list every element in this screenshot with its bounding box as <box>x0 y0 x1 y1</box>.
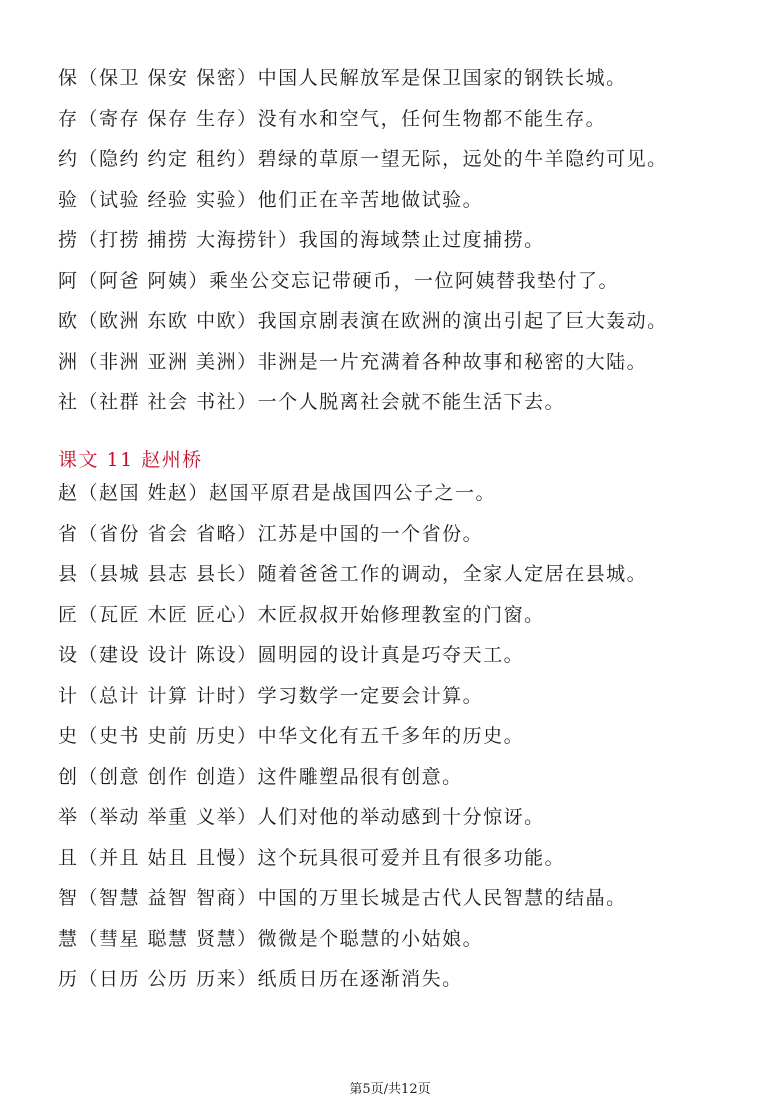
vocab-list-top <box>58 58 760 423</box>
vocab-line: 存（寄存 保存 生存）没有水和空气，任何生物都不能生存。 <box>58 107 607 130</box>
vocab-line: 约（隐约 约定 租约）碧绿的草原一望无际，远处的牛羊隐约可见。 <box>58 148 668 170</box>
vocab-line: 欧（欧洲 东欧 中欧）我国京剧表演在欧洲的演出引起了巨大轰动。 <box>58 310 668 332</box>
vocab-line: 省（省份 省会 省略）江苏是中国的一个省份。 <box>58 522 484 545</box>
vocab-line: 且（并且 姑且 且慢）这个玩具很可爱并且有很多功能。 <box>58 846 566 869</box>
vocab-line: 社（社群 社会 书社）一个人脱离社会就不能生活下去。 <box>58 391 566 413</box>
vocab-line: 智（智慧 益智 智商）中国的万里长城是古代人民智慧的结晶。 <box>58 887 627 909</box>
page-number-footer: 第5页/共12页 <box>349 1082 431 1097</box>
vocab-line: 赵（赵国 姓赵）赵国平原君是战国四公子之一。 <box>58 482 497 504</box>
section-title: 课文 11 赵州桥 <box>58 449 203 471</box>
vocab-line: 史（史书 史前 历史）中华文化有五千多年的历史。 <box>58 725 525 747</box>
vocab-line: 历（日历 公历 历来）纸质日历在逐渐消失。 <box>58 968 463 990</box>
vocab-line: 计（总计 计算 计时）学习数学一定要会计算。 <box>58 684 484 707</box>
vocab-line: 验（试验 经验 实验）他们正在辛苦地做试验。 <box>58 188 484 211</box>
vocab-line: 县（县城 县志 县长）随着爸爸工作的调动，全家人定居在县城。 <box>58 563 648 585</box>
vocab-line: 捞（打捞 捕捞 大海捞针）我国的海域禁止过度捕捞。 <box>58 229 545 251</box>
vocab-line: 保（保卫 保安 保密）中国人民解放军是保卫国家的钢铁长城。 <box>58 67 627 89</box>
vocab-line: 举（举动 举重 义举）人们对他的举动感到十分惊讶。 <box>58 806 545 828</box>
vocab-line: 阿（阿爸 阿姨）乘坐公交忘记带硬币，一位阿姨替我垫付了。 <box>58 269 620 292</box>
vocab-line: 匠（瓦匠 木匠 匠心）木匠叔叔开始修理教室的门窗。 <box>58 603 545 626</box>
vocab-line: 设（建设 设计 陈设）圆明园的设计真是巧夺天工。 <box>58 644 525 666</box>
vocab-line: 创（创意 创作 创造）这件雕塑品很有创意。 <box>58 765 463 788</box>
vocab-line: 慧（彗星 聪慧 贤慧）微微是个聪慧的小姑娘。 <box>58 927 484 950</box>
vocab-line: 洲（非洲 亚洲 美洲）非洲是一片充满着各种故事和秘密的大陆。 <box>58 350 648 373</box>
vocab-list-bottom <box>58 473 760 1000</box>
